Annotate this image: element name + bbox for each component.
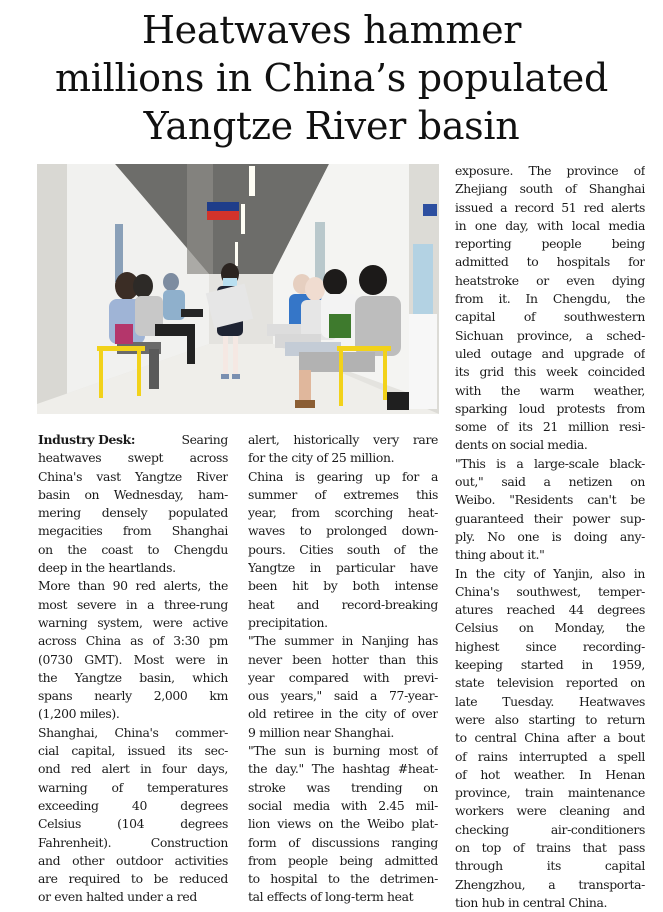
article-line: in one day, with local media xyxy=(455,217,645,233)
article-line: exceeding 40 degrees xyxy=(38,797,228,813)
article-line: (0730 GMT). Most were in xyxy=(38,651,228,667)
article-line: mering densely populated xyxy=(38,505,228,521)
article-line: Fahrenheit). Construction xyxy=(38,834,228,850)
sign-red xyxy=(207,211,239,220)
article-line: state television reported on xyxy=(455,675,645,691)
sign-blue xyxy=(207,202,239,211)
article-column-3 xyxy=(455,162,645,912)
article-line: Sichuan province, a sched- xyxy=(455,327,645,343)
article-line: China's vast Yangtze River xyxy=(38,468,228,484)
article-line: through its capital xyxy=(455,858,645,874)
article-line: from it. In Chengdu, the xyxy=(455,291,645,307)
article-line: reporting people being xyxy=(455,236,645,252)
article-line: "The summer in Nanjing has xyxy=(248,633,438,649)
article-line: form of discussions ranging xyxy=(248,834,438,850)
article-line: and other outdoor activities xyxy=(38,852,228,868)
article-line: stroke was trending on xyxy=(248,779,438,795)
article-line: of rains interrupted a spell xyxy=(455,748,645,764)
article-line xyxy=(38,431,228,449)
article-line: highest since recording- xyxy=(455,638,645,654)
article-line: to central China after a bout xyxy=(455,730,645,746)
article-line: lion views on the Weibo plat- xyxy=(248,816,438,832)
article-line: guaranteed their power sup- xyxy=(455,510,645,526)
article-line: issued a record 51 red alerts xyxy=(455,199,645,215)
article-line: to hospital to the detrimen- xyxy=(248,871,438,887)
article-line: Celsius (104 degrees xyxy=(38,816,228,832)
tunnel-shelter-photo xyxy=(37,164,439,414)
article-line: cial capital, issued its sec- xyxy=(38,743,228,759)
article-line: Zhejiang south of Shanghai xyxy=(455,181,645,197)
article-line: were also starting to return xyxy=(455,711,645,727)
article-line: year compared with previ- xyxy=(248,669,438,685)
article-line: never been hotter than this xyxy=(248,651,438,667)
article-line: social media with 2.45 mil- xyxy=(248,797,438,813)
article-line: sparking loud protests from xyxy=(455,400,645,416)
article-line: (1,200 miles). xyxy=(38,706,120,722)
article-line: heatwaves swept across xyxy=(38,450,228,466)
headline-line: millions in China’s populated xyxy=(55,56,608,100)
article-line-text: Searing xyxy=(181,432,228,447)
article-line: province, train maintenance xyxy=(455,785,645,801)
article-line: precipitation. xyxy=(248,614,328,630)
headline xyxy=(0,6,663,150)
article-line: Yangtze in particular have xyxy=(248,560,438,576)
article-line: Celsius on Monday, the xyxy=(455,620,645,636)
article-line: exposure. The province of xyxy=(455,163,645,178)
article-line: Zhengzhou, a transporta- xyxy=(455,876,645,892)
article-line: megacities from Shanghai xyxy=(38,523,228,539)
article-line: of hot weather. In Henan xyxy=(455,766,645,782)
article-line: tal effects of long-term heat xyxy=(248,889,414,905)
article-line: the Yangtze basin, which xyxy=(38,669,228,685)
article-line: Shanghai, China's commer- xyxy=(38,724,228,740)
article-line: with the warm weather, xyxy=(455,382,645,398)
article-line: atures reached 44 degrees xyxy=(455,602,645,618)
article-line: spans nearly 2,000 km xyxy=(38,688,228,704)
article-line: out," said a netizen on xyxy=(455,474,645,490)
article-line: old retiree in the city of over xyxy=(248,706,438,722)
article-line: from people being admitted xyxy=(248,852,438,868)
article-line: dents on social media. xyxy=(455,437,588,453)
article-line: "The sun is burning most of xyxy=(248,743,438,759)
article-line: on top of trains that pass xyxy=(455,839,645,855)
article-line: the day." The hashtag #heat- xyxy=(248,761,438,777)
article-line: Weibo. "Residents can't be xyxy=(455,492,645,508)
article-line: In the city of Yanjin, also in xyxy=(455,565,645,581)
article-line: deep in the heartlands. xyxy=(38,560,176,576)
article-line: warning system, were active xyxy=(38,614,228,630)
article-column-2 xyxy=(248,431,438,907)
article-line: across China as of 3:30 pm xyxy=(38,633,228,649)
article-line: admitted to hospitals for xyxy=(455,254,645,270)
article-line: thing about it." xyxy=(455,547,545,563)
headline-line: Yangtze River basin xyxy=(143,104,520,148)
article-line: 9 million near Shanghai. xyxy=(248,724,394,740)
article-line: waves to prolonged down- xyxy=(248,523,438,539)
article-line: heat and record-breaking xyxy=(248,596,438,612)
article-line: basin on Wednesday, ham- xyxy=(38,486,228,502)
article-line: "This is a large-scale black- xyxy=(455,455,645,471)
article-column-1 xyxy=(38,431,228,907)
article-line: More than 90 red alerts, the xyxy=(38,578,228,594)
article-line: pours. Cities south of the xyxy=(248,541,438,557)
article-line: ond red alert in four days, xyxy=(38,761,228,777)
article-line: China's southwest, temper- xyxy=(455,583,645,599)
article-line: tion hub in central China. xyxy=(455,894,608,910)
article-line: heatstroke or even dying xyxy=(455,272,645,288)
byline: Industry Desk: xyxy=(38,432,136,447)
article-line: uled outage and upgrade of xyxy=(455,345,645,361)
article-line: ous years," said a 77-year- xyxy=(248,688,438,704)
article-line: warning of temperatures xyxy=(38,779,228,795)
article-line: on the coast to Chengdu xyxy=(38,541,228,557)
article-line: alert, historically very rare xyxy=(248,432,438,447)
article-line: ply. No one is doing any- xyxy=(455,528,645,544)
news-photo xyxy=(37,164,439,414)
headline-line: Heatwaves hammer xyxy=(141,8,522,52)
article-line: keeping started in 1959, xyxy=(455,657,645,673)
article-line: late Tuesday. Heatwaves xyxy=(455,693,645,709)
article-line: capital of southwestern xyxy=(455,309,645,325)
article-line: been hit by both intense xyxy=(248,578,438,594)
article-line: checking air-conditioners xyxy=(455,821,645,837)
article-line: workers were cleaning and xyxy=(455,803,645,819)
article-line: summer of extremes this xyxy=(248,486,438,502)
article-line: most severe in a three-rung xyxy=(38,596,228,612)
article-line: are required to be reduced xyxy=(38,871,228,887)
article-line: its grid this week coincided xyxy=(455,364,645,380)
article-line: some of its 21 million resi- xyxy=(455,419,645,435)
article-line: China is gearing up for a xyxy=(248,468,438,484)
article-line: year, from scorching heat- xyxy=(248,505,438,521)
article-line: or even halted under a red xyxy=(38,889,197,905)
article-line: for the city of 25 million. xyxy=(248,450,395,466)
